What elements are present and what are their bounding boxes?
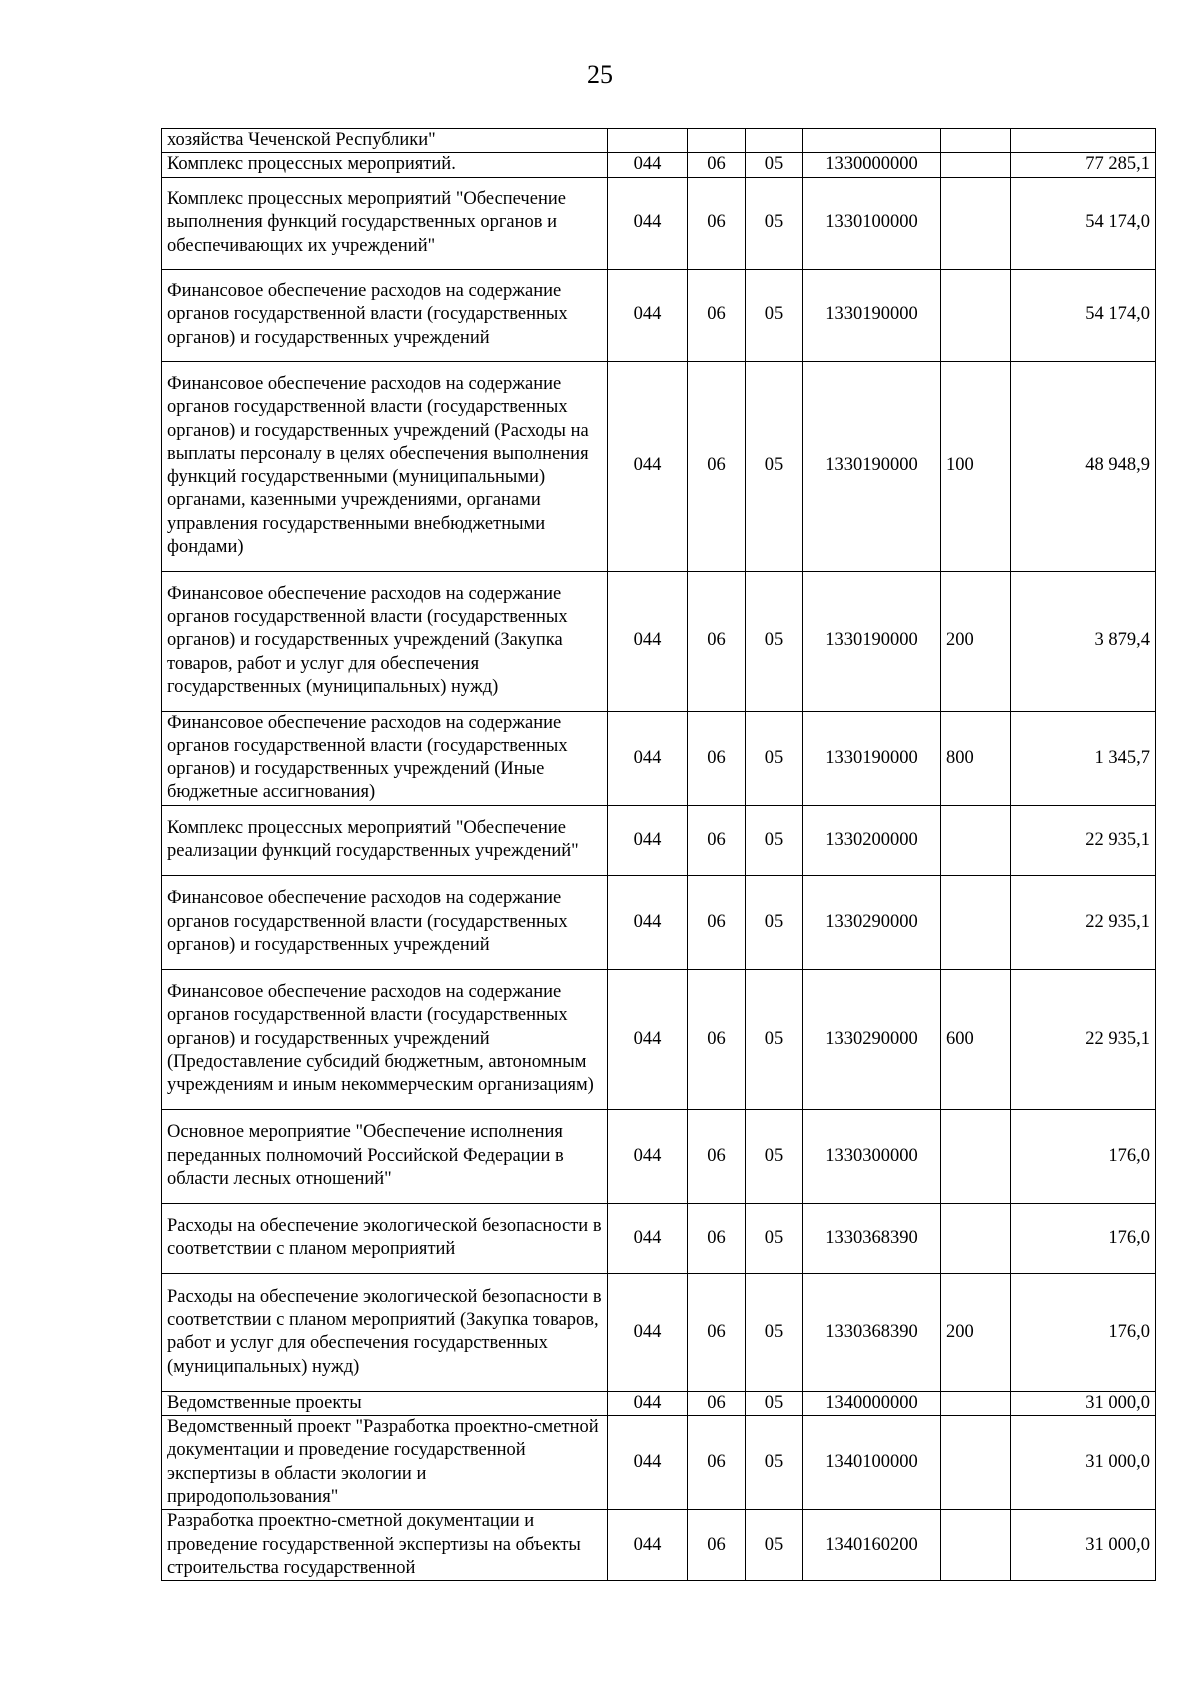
section-code-cell: 06 <box>688 1109 746 1203</box>
ved-code-cell: 044 <box>608 969 688 1109</box>
subsection-code-cell: 05 <box>746 571 803 711</box>
target-article-cell: 1340100000 <box>803 1416 941 1510</box>
amount-cell: 31 000,0 <box>1011 1510 1156 1581</box>
table-row <box>162 129 1156 153</box>
amount-cell: 31 000,0 <box>1011 1391 1156 1415</box>
table-row <box>162 1510 1156 1581</box>
section-code-cell: 06 <box>688 1416 746 1510</box>
subsection-code-cell <box>746 129 803 153</box>
table-row <box>162 1273 1156 1391</box>
table-row <box>162 571 1156 711</box>
target-article-cell: 1330190000 <box>803 571 941 711</box>
section-code-cell <box>688 129 746 153</box>
ved-code-cell: 044 <box>608 1273 688 1391</box>
target-article-cell <box>803 129 941 153</box>
ved-code-cell: 044 <box>608 269 688 361</box>
ved-code-cell: 044 <box>608 1510 688 1581</box>
expense-type-cell <box>941 875 1011 969</box>
target-article-cell: 1330290000 <box>803 875 941 969</box>
ved-code-cell: 044 <box>608 361 688 571</box>
section-code-cell: 06 <box>688 1391 746 1415</box>
target-article-cell: 1330200000 <box>803 805 941 875</box>
table-body <box>162 129 1156 1581</box>
target-article-cell: 1330300000 <box>803 1109 941 1203</box>
table-row <box>162 153 1156 177</box>
expense-type-cell: 200 <box>941 1273 1011 1391</box>
expense-type-cell <box>941 1203 1011 1273</box>
page-number: 25 <box>587 60 613 89</box>
amount-cell: 3 879,4 <box>1011 571 1156 711</box>
row-name-cell: Основное мероприятие "Обеспечение исполнения переданных полномочий Российской Федерации в области лесных отношений" <box>162 1109 608 1203</box>
subsection-code-cell: 05 <box>746 875 803 969</box>
row-name-cell: Комплекс процессных мероприятий "Обеспечение реализации функций государственных учреждений" <box>162 805 608 875</box>
subsection-code-cell: 05 <box>746 1203 803 1273</box>
subsection-code-cell: 05 <box>746 361 803 571</box>
row-name-cell: Расходы на обеспечение экологической безопасности в соответствии с планом мероприятий <box>162 1203 608 1273</box>
target-article-cell: 1330190000 <box>803 269 941 361</box>
section-code-cell: 06 <box>688 571 746 711</box>
target-article-cell: 1330368390 <box>803 1273 941 1391</box>
section-code-cell: 06 <box>688 1510 746 1581</box>
amount-cell <box>1011 129 1156 153</box>
expense-type-cell <box>941 1510 1011 1581</box>
section-code-cell: 06 <box>688 875 746 969</box>
amount-cell: 48 948,9 <box>1011 361 1156 571</box>
ved-code-cell: 044 <box>608 177 688 269</box>
expense-type-cell <box>941 1416 1011 1510</box>
row-name-cell: Финансовое обеспечение расходов на содержание органов государственной власти (государственных органов) и государственных учреждений <box>162 875 608 969</box>
budget-table <box>161 128 1156 1581</box>
expense-type-cell: 600 <box>941 969 1011 1109</box>
table-row <box>162 177 1156 269</box>
target-article-cell: 1340160200 <box>803 1510 941 1581</box>
table-row <box>162 1416 1156 1510</box>
expense-type-cell <box>941 153 1011 177</box>
amount-cell: 54 174,0 <box>1011 269 1156 361</box>
expense-type-cell <box>941 177 1011 269</box>
row-name-cell: Комплекс процессных мероприятий. <box>162 153 608 177</box>
row-name-cell: Финансовое обеспечение расходов на содержание органов государственной власти (государственных органов) и государственных учреждений <box>162 269 608 361</box>
section-code-cell: 06 <box>688 1273 746 1391</box>
table-row <box>162 969 1156 1109</box>
subsection-code-cell: 05 <box>746 711 803 805</box>
amount-cell: 176,0 <box>1011 1273 1156 1391</box>
table-row <box>162 711 1156 805</box>
amount-cell: 1 345,7 <box>1011 711 1156 805</box>
amount-cell: 176,0 <box>1011 1203 1156 1273</box>
ved-code-cell: 044 <box>608 1109 688 1203</box>
amount-cell: 31 000,0 <box>1011 1416 1156 1510</box>
ved-code-cell <box>608 129 688 153</box>
row-name-cell: Финансовое обеспечение расходов на содержание органов государственной власти (государственных органов) и государственных учреждений (Иные бюджетные ассигнования) <box>162 711 608 805</box>
subsection-code-cell: 05 <box>746 1109 803 1203</box>
row-name-cell: Финансовое обеспечение расходов на содержание органов государственной власти (государственных органов) и государственных учреждений (Закупка товаров, работ и услуг для обеспечения государственных (муниципальных) нужд) <box>162 571 608 711</box>
row-name-cell: Финансовое обеспечение расходов на содержание органов государственной власти (государственных органов) и государственных учреждений (Расходы на выплаты персоналу в целях обеспечения выполнения функций государственными (муниципальными) органами, казенными учреждениями, органами управления государственными внебюджетными фондами) <box>162 361 608 571</box>
section-code-cell: 06 <box>688 177 746 269</box>
row-name-cell: Комплекс процессных мероприятий "Обеспечение выполнения функций государственных органов и обеспечивающих их учреждений" <box>162 177 608 269</box>
expense-type-cell <box>941 1391 1011 1415</box>
target-article-cell: 1330368390 <box>803 1203 941 1273</box>
subsection-code-cell: 05 <box>746 805 803 875</box>
expense-type-cell <box>941 1109 1011 1203</box>
row-name-cell: Расходы на обеспечение экологической безопасности в соответствии с планом мероприятий (Закупка товаров, работ и услуг для обеспечения государственных (муниципальных) нужд) <box>162 1273 608 1391</box>
ved-code-cell: 044 <box>608 805 688 875</box>
target-article-cell: 1330100000 <box>803 177 941 269</box>
expense-type-cell <box>941 129 1011 153</box>
ved-code-cell: 044 <box>608 1416 688 1510</box>
subsection-code-cell: 05 <box>746 1416 803 1510</box>
subsection-code-cell: 05 <box>746 1391 803 1415</box>
amount-cell: 176,0 <box>1011 1109 1156 1203</box>
table-row <box>162 875 1156 969</box>
subsection-code-cell: 05 <box>746 269 803 361</box>
table-row <box>162 1109 1156 1203</box>
amount-cell: 54 174,0 <box>1011 177 1156 269</box>
target-article-cell: 1330290000 <box>803 969 941 1109</box>
row-name-cell: Финансовое обеспечение расходов на содержание органов государственной власти (государственных органов) и государственных учреждений (Предоставление субсидий бюджетным, автономным учреждениям и иным некоммерческим организациям) <box>162 969 608 1109</box>
row-name-cell: хозяйства Чеченской Республики" <box>162 129 608 153</box>
ved-code-cell: 044 <box>608 711 688 805</box>
subsection-code-cell: 05 <box>746 153 803 177</box>
subsection-code-cell: 05 <box>746 1273 803 1391</box>
table-row <box>162 1391 1156 1415</box>
amount-cell: 22 935,1 <box>1011 969 1156 1109</box>
section-code-cell: 06 <box>688 1203 746 1273</box>
ved-code-cell: 044 <box>608 875 688 969</box>
ved-code-cell: 044 <box>608 1203 688 1273</box>
subsection-code-cell: 05 <box>746 1510 803 1581</box>
subsection-code-cell: 05 <box>746 177 803 269</box>
section-code-cell: 06 <box>688 805 746 875</box>
section-code-cell: 06 <box>688 361 746 571</box>
expense-type-cell: 800 <box>941 711 1011 805</box>
target-article-cell: 1330000000 <box>803 153 941 177</box>
table-row <box>162 269 1156 361</box>
table-row <box>162 1203 1156 1273</box>
ved-code-cell: 044 <box>608 571 688 711</box>
amount-cell: 22 935,1 <box>1011 875 1156 969</box>
target-article-cell: 1330190000 <box>803 711 941 805</box>
row-name-cell: Ведомственный проект "Разработка проектно-сметной документации и проведение государственной экспертизы в области экологии и природопользования" <box>162 1416 608 1510</box>
expense-type-cell: 200 <box>941 571 1011 711</box>
ved-code-cell: 044 <box>608 153 688 177</box>
amount-cell: 77 285,1 <box>1011 153 1156 177</box>
expense-type-cell <box>941 269 1011 361</box>
target-article-cell: 1340000000 <box>803 1391 941 1415</box>
ved-code-cell: 044 <box>608 1391 688 1415</box>
section-code-cell: 06 <box>688 969 746 1109</box>
table-row <box>162 805 1156 875</box>
section-code-cell: 06 <box>688 711 746 805</box>
section-code-cell: 06 <box>688 269 746 361</box>
subsection-code-cell: 05 <box>746 969 803 1109</box>
table-row <box>162 361 1156 571</box>
target-article-cell: 1330190000 <box>803 361 941 571</box>
amount-cell: 22 935,1 <box>1011 805 1156 875</box>
section-code-cell: 06 <box>688 153 746 177</box>
expense-type-cell: 100 <box>941 361 1011 571</box>
expense-type-cell <box>941 805 1011 875</box>
row-name-cell: Ведомственные проекты <box>162 1391 608 1415</box>
row-name-cell: Разработка проектно-сметной документации и проведение государственной экспертизы на объекты строительства государственной <box>162 1510 608 1581</box>
